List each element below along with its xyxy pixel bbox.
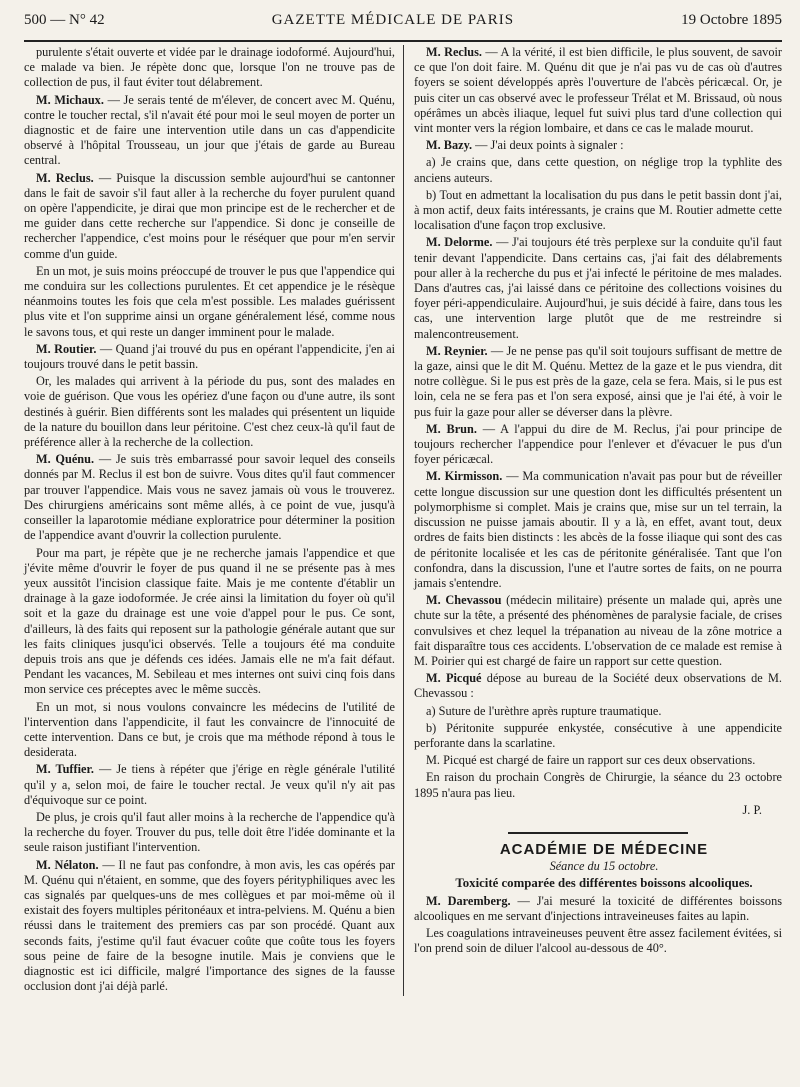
paragraph-text: — Il ne faut pas confondre, à mon avis, les cas opérés par M. Quénu qui n'étaient, en somme, que des foyers pérityphiliques avec les cas signalés par quelques-uns de mes collègues et par moi-même où il existait des foyers multiples péritonéaux et intra-pelviens. M. Quénu a bien réussi dans le traitement des premiers cas par son procédé. Quant aux seconds faits, j'estime qu'il faut évacuer coûte que coûte tous les foyers sous peine de faire de la besogne inutile. Mais je conviens que le diagnostic est ici difficile, malgré l'importance des signes de la fausse occlusion dont j'ai déjà parlé. [24,857,395,994]
speaker-name: M. Quénu. [36,452,95,467]
paragraph-text: — Puisque la discussion semble aujourd'hui se cantonner dans le fait de savoir s'il faut aller à la recherche du foyer purulent quand on opère l'appendicite, je dirai que mon principe est de le rechercher et de me guider dans cette recherche sur l'appendice. Si donc je conseille de rechercher l'appendice, c'est moins pour le réséquer que pour m'en servir comme d'un guide. [24,170,395,261]
paragraph [414,894,782,924]
paragraph [414,704,782,719]
paragraph-text: b) Péritonite suppurée enkystée, consécutive à une appendicite perforante dans la scarlatine. [414,720,782,750]
paragraph [414,770,782,800]
paragraph [414,721,782,751]
right-column [403,45,782,996]
speaker-name: M. Picqué [426,671,482,686]
page-header [24,12,782,36]
paragraph-text: En raison du prochain Congrès de Chirurgie, la séance du 23 octobre 1895 n'aura pas lieu. [414,770,782,800]
speaker-name: M. Brun. [426,421,477,436]
paragraph-text: — J'ai deux points à signaler : [472,138,624,153]
paragraph [414,671,782,701]
section-rule [508,832,688,834]
paragraph-text: En un mot, si nous voulons convaincre les médecins de l'utilité de l'intervention dans l'appendicite, il faut les convaincre de l'innocuité de cette intervention. Dans ce but, je crois que ma méthode répond à tous le desiderata. [24,699,395,760]
paragraph-text: Les coagulations intraveineuses peuvent être assez facilement évitées, si l'on prend soin de diluer l'alcool au-dessous de 40°. [414,925,782,956]
speaker-name: M. Delorme. [426,235,493,250]
paragraph [414,45,782,136]
speaker-name: M. Routier. [36,341,97,356]
paragraph-text: Pour ma part, je répète que je ne recherche jamais l'appendice et que j'évite même d'ouvrir le foyer de pus quand il ne se présente pas à mes yeux aussitôt l'incision classique faite. Mais je me contente d'établir un drainage à la gaze iodoformée. Je crée ainsi la limitation du foyer où qu'il soit et la gaze du drainage est une voie d'appel pour le pus. Ce sont, d'ailleurs, là des faits qui reposent sur la pathologie générale autant que sur les faits cliniques jusqu'ici observés. Telle a toujours été ma conduite depuis trois ans que je défends ces idées. Jamais elle ne m'a fait défaut. Pendant les vacances, M. Sebileau et mes internes ont suivi cinq fois dans mon service ces préceptes avec le même succès. [24,545,395,697]
seance-line: Séance du 15 octobre. [549,859,659,874]
paragraph-text: — Je ne pense pas qu'il soit toujours suffisant de mettre de la gaze, ainsi que le dit M. Quénu. Mettez de la gaze et le pus viendra, dit notre collègue. Si le pus est près de la gaze, cela se fera. Mais, si le pus est loin, cela ne se fera pas et l'on sera exposé, ainsi que je l'ai été, à voir le pus fuir la gaze pour aller se déverser dans la plèvre. [414,343,782,419]
article-columns [24,45,782,996]
speaker-name: M. Nélaton. [36,857,99,872]
paragraph [24,374,395,450]
paragraph-text: — Quand j'ai trouvé du pus en opérant l'appendicite, j'en ai toujours trouvé dans le petit bassin. [24,341,396,372]
speaker-name: M. Michaux. [36,92,104,107]
academy-title: ACADÉMIE DE MÉDECINE [499,840,709,858]
paragraph-text: M. Picqué est chargé de faire un rapport sur ces deux observations. [426,753,756,768]
speaker-name: M. Reclus. [426,45,483,59]
page-number: 500 — N° 42 [24,12,105,28]
subject-heading: Toxicité comparée des différentes boissons alcooliques. [455,876,753,891]
paragraph-text: — Je serais tenté de m'élever, de concert avec M. Quénu, contre le toucher rectal, s'il n'avait été pour moi le seul moyen de porter un diagnostic et de faire une intervention utile dans un cas d'appendicite observé à l'hôpital Trousseau, un jour que j'étais de garde au Bureau central. [24,92,395,168]
paragraph-text: En un mot, je suis moins préoccupé de trouver le pus que l'appendice qui me conduira sur les collections purulentes. Et cet appendice je le résèque néanmoins toutes les fois que cela m'est possible. Les malades guérissent plus vite et l'on supprime ainsi un organe généralement lésé, comme nous le savons tous, et qui reste un danger imminent pour le malade. [24,263,395,339]
paragraph [414,422,782,468]
speaker-name: M. Bazy. [426,138,473,153]
paragraph [414,753,782,768]
right-column-body [414,45,782,801]
paragraph [414,593,782,669]
paragraph [24,762,395,808]
paragraph-text: Or, les malades qui arrivent à la période du pus, sont des malades en voie de guérison. Que vous les opériez d'une façon ou d'une autre, ils sont destinés à guérir. Bien différents sont les malades qui présentent un liquide de la nature du bouillon dans leur péritoine. C'est chez ceux-là qu'il faut de préférence aller à la recherche de la collection. [24,374,395,450]
paragraph-text: (médecin militaire) présente un malade qui, après une chute sur la tête, a présenté des phénomènes de paralysie faciale, de crises convulsives et chez lequel la trépanation au niveau de la zône motrice a fait disparaître tous ces accidents. L'observation de ce malade est remise à M. Poirier qui est chargé de faire un rapport sur cette question. [414,593,782,668]
paragraph [24,858,395,995]
paragraph-text: De plus, je crois qu'il faut aller moins à la recherche de l'appendice qu'à la recherche du foyer. Trouver du pus, telle doit être l'idée dominante et la seule raison justifiant l'intervention. [24,809,395,855]
paragraph [24,45,395,91]
paragraph [24,171,395,262]
speaker-name: M. Tuffier. [36,762,94,777]
paragraph [24,93,395,169]
paragraph [414,469,782,591]
speaker-name: M. Chevassou [426,593,502,608]
paragraph [24,700,395,761]
issue-date: 19 Octobre 1895 [681,12,782,28]
academy-body [414,894,782,957]
speaker-name: M. Kirmisson. [426,469,503,484]
paragraph-text: — A l'appui du dire de M. Reclus, j'ai pour principe de toujours rechercher l'appendice pour l'enlever et d'évacuer le pus d'un foyer péricæcal. [414,421,782,467]
paragraph [414,188,782,234]
paragraph-text: — J'ai toujours été très perplexe sur la conduite qu'il faut tenir devant l'appendicite. Dans certains cas, j'ai fait des délabrements pour aller à la recherche du pus et j'ai infecté le péritoine de mes malades. Dans d'autres cas, j'ai laissé dans ce péritoine des collections voisines du foyer péri-appendiculaire. Aujourd'hui, je suis décidé à faire, dans tous les cas, une intervention large plutôt que de me restreindre si malencontreusement. [414,235,782,341]
paragraph [414,235,782,341]
paragraph [24,264,395,340]
left-column [24,45,403,996]
paragraph [24,342,395,372]
paragraph-text: a) Suture de l'urèthre après rupture traumatique. [426,703,662,718]
speaker-name: M. Daremberg. [426,893,511,908]
paragraph-text: — J'ai mesuré la toxicité de différentes boissons alcooliques en me servant d'injections intraveineuses faites au lapin. [414,893,783,923]
paragraph-text: dépose au bureau de la Société deux observations de M. Chevassou : [414,671,782,701]
paragraph-text: — A la vérité, il est bien difficile, le plus souvent, de savoir ce que l'on doit faire. M. Quénu dit que je n'ai pas vu de cas où d'autres foyers se soient développés après l'ouverture de l'abcès péricæcal. Or, je puis citer un cas observé avec le professeur Trélat et M. Brissaud, où nous opérâmes un abcès iliaque, lequel fut suivi plus tard d'une collection qui vint monter vers la région lombaire, et dans ce cas le malade mourut. [414,45,782,136]
paragraph [414,138,782,153]
paragraph-text: a) Je crains que, dans cette question, on néglige trop la typhlite des anciens auteurs. [414,155,782,185]
paragraph [24,546,395,698]
speaker-name: M. Reclus. [36,170,94,185]
speaker-name: M. Reynier. [426,343,488,358]
paragraph [414,155,782,185]
paragraph [24,810,395,856]
paragraph [24,452,395,543]
paragraph-text: — Je tiens à répéter que j'érige en règle générale l'utilité qu'il y a, selon moi, de faire le toucher rectal. Je veux qu'il n'y ait pas d'équivoque sur ce point. [24,762,395,807]
journal-title: GAZETTE MÉDICALE DE PARIS [271,12,515,28]
paragraph-text: purulente s'était ouverte et vidée par le drainage iodoformé. Aujourd'hui, ce malade va bien. Je répète donc que, lorsque l'on ne trouve pas de collection de pus, il faut éviter tout délabrement. [24,45,395,90]
paragraph [414,926,782,956]
paragraph-text: — Ma communication n'avait pas pour but de réveiller cette longue discussion sur une question dont les difficultés présentent un polymorphisme si complet. Mais je crains que, mise sur un tel terrain, la discussion ne puisse jamais aboutir. Il y a là, en effet, avant tout, deux ordres de faits bien distincts : les abcès de la fosse iliaque qui sont des cas de péritonite localisée et les cas de péritonite généralisée. Tant que l'on confondra, dans la discussion, l'une et l'autre sortes de faits, on ne pourra jamais s'entendre. [414,469,782,590]
paragraph [414,344,782,420]
paragraph-text: — Je suis très embarrassé pour savoir lequel des conseils donnés par M. Reclus il est bon de suivre. Vous dites qu'il faut commencer par trouver l'appendice. Mais vous ne savez jamais où vous le trouverez. Des chirurgiens américains sont même allés, à ce point de vue, jusqu'à conseiller la laparotomie médiane exploratrice pour déterminer la position de l'appendice avant d'ouvrir la collection purulente. [24,452,395,543]
header-rule [24,40,782,42]
signoff: J. P. [742,802,762,817]
paragraph-text: b) Tout en admettant la localisation du pus dans le petit bassin dont j'ai, à mon actif, deux faits intéressants, je crains que M. Routier admette cette localisation d'une façon trop exclusive. [414,187,782,233]
